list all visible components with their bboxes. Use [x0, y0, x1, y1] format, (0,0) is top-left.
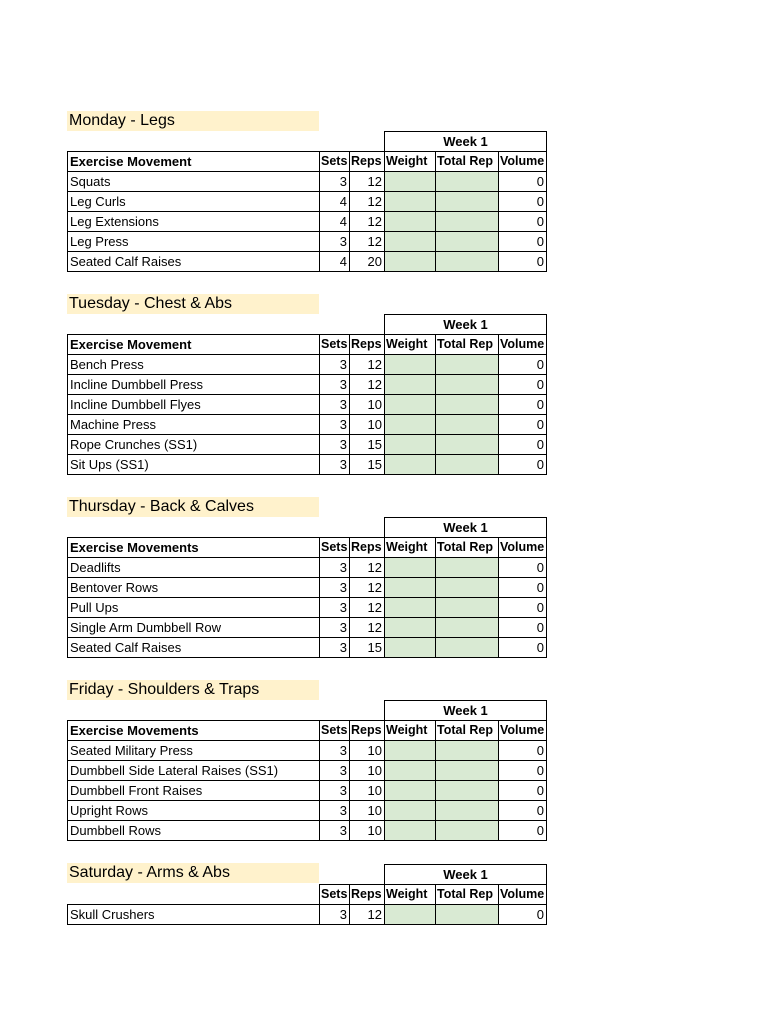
- total-reps-input-cell[interactable]: [436, 232, 499, 252]
- volume-cell[interactable]: 0: [499, 252, 547, 272]
- weight-header: Weight: [385, 538, 436, 558]
- exercise-name-cell[interactable]: Upright Rows: [68, 801, 320, 821]
- exercise-name-cell[interactable]: Leg Extensions: [68, 212, 320, 232]
- sets-cell[interactable]: 3: [320, 598, 350, 618]
- weight-input-cell[interactable]: [385, 252, 436, 272]
- volume-cell[interactable]: 0: [499, 821, 547, 841]
- reps-cell[interactable]: 10: [350, 821, 385, 841]
- table-row: [68, 415, 547, 435]
- volume-header: Volume: [499, 335, 547, 355]
- exercise-name-cell[interactable]: Deadlifts: [68, 558, 320, 578]
- reps-cell[interactable]: 15: [350, 455, 385, 475]
- total-reps-input-cell[interactable]: [436, 395, 499, 415]
- weight-input-cell[interactable]: [385, 435, 436, 455]
- exercise-name-cell[interactable]: Dumbbell Rows: [68, 821, 320, 841]
- volume-cell[interactable]: 0: [499, 455, 547, 475]
- sets-header: Sets: [320, 721, 350, 741]
- sets-cell[interactable]: 3: [320, 455, 350, 475]
- exercise-name-cell[interactable]: Seated Military Press: [68, 741, 320, 761]
- reps-header: Reps: [350, 152, 385, 172]
- reps-cell[interactable]: 20: [350, 252, 385, 272]
- total-reps-header: Total Rep: [436, 885, 499, 905]
- blank-cell: [68, 701, 385, 721]
- total-reps-header: Total Rep: [436, 335, 499, 355]
- reps-cell[interactable]: 12: [350, 355, 385, 375]
- exercise-table: [67, 517, 547, 658]
- week-header: Week 1: [385, 701, 547, 721]
- volume-cell[interactable]: 0: [499, 355, 547, 375]
- weight-input-cell[interactable]: [385, 741, 436, 761]
- sets-cell[interactable]: 3: [320, 905, 350, 925]
- blank-cell: [68, 518, 385, 538]
- exercise-name-cell[interactable]: Incline Dumbbell Flyes: [68, 395, 320, 415]
- exercise-name-cell[interactable]: Leg Press: [68, 232, 320, 252]
- total-reps-input-cell[interactable]: [436, 801, 499, 821]
- total-reps-input-cell[interactable]: [436, 212, 499, 232]
- reps-cell[interactable]: 12: [350, 578, 385, 598]
- sets-cell[interactable]: 3: [320, 761, 350, 781]
- table-row: [68, 741, 547, 761]
- week-header: Week 1: [385, 132, 547, 152]
- exercise-column-header: Exercise Movement: [68, 335, 320, 355]
- reps-cell[interactable]: 12: [350, 618, 385, 638]
- table-row: [68, 821, 547, 841]
- total-reps-input-cell[interactable]: [436, 192, 499, 212]
- table-row: [68, 578, 547, 598]
- volume-cell[interactable]: 0: [499, 435, 547, 455]
- exercise-name-cell[interactable]: Rope Crunches (SS1): [68, 435, 320, 455]
- total-reps-input-cell[interactable]: [436, 598, 499, 618]
- total-reps-input-cell[interactable]: [436, 761, 499, 781]
- weight-header: Weight: [385, 152, 436, 172]
- weight-input-cell[interactable]: [385, 558, 436, 578]
- reps-cell[interactable]: 10: [350, 741, 385, 761]
- volume-cell[interactable]: 0: [499, 638, 547, 658]
- weight-input-cell[interactable]: [385, 618, 436, 638]
- sets-cell[interactable]: 3: [320, 578, 350, 598]
- table-row: [68, 558, 547, 578]
- volume-cell[interactable]: 0: [499, 598, 547, 618]
- exercise-name-cell[interactable]: Seated Calf Raises: [68, 252, 320, 272]
- total-reps-input-cell[interactable]: [436, 455, 499, 475]
- volume-cell[interactable]: 0: [499, 212, 547, 232]
- table-row: [68, 435, 547, 455]
- total-reps-input-cell[interactable]: [436, 252, 499, 272]
- total-reps-input-cell[interactable]: [436, 578, 499, 598]
- sets-cell[interactable]: 3: [320, 172, 350, 192]
- volume-cell[interactable]: 0: [499, 618, 547, 638]
- volume-cell[interactable]: 0: [499, 761, 547, 781]
- sets-cell[interactable]: 4: [320, 192, 350, 212]
- sets-cell[interactable]: 3: [320, 781, 350, 801]
- reps-cell[interactable]: 12: [350, 232, 385, 252]
- sets-cell[interactable]: 3: [320, 232, 350, 252]
- weight-header: Weight: [385, 885, 436, 905]
- volume-cell[interactable]: 0: [499, 781, 547, 801]
- sets-cell[interactable]: 3: [320, 375, 350, 395]
- sets-cell[interactable]: 4: [320, 212, 350, 232]
- sets-header: Sets: [320, 152, 350, 172]
- weight-input-cell[interactable]: [385, 415, 436, 435]
- sets-cell[interactable]: 3: [320, 618, 350, 638]
- exercise-name-cell[interactable]: Pull Ups: [68, 598, 320, 618]
- sets-cell[interactable]: 3: [320, 741, 350, 761]
- exercise-name-cell[interactable]: Sit Ups (SS1): [68, 455, 320, 475]
- reps-cell[interactable]: 10: [350, 761, 385, 781]
- reps-cell[interactable]: 12: [350, 375, 385, 395]
- exercise-column-header: Exercise Movement: [68, 152, 320, 172]
- table-row: [68, 232, 547, 252]
- weight-input-cell[interactable]: [385, 905, 436, 925]
- reps-header: Reps: [350, 538, 385, 558]
- sets-cell[interactable]: 3: [320, 821, 350, 841]
- week-header: Week 1: [385, 315, 547, 335]
- exercise-name-cell[interactable]: Single Arm Dumbbell Row: [68, 618, 320, 638]
- total-reps-input-cell[interactable]: [436, 618, 499, 638]
- weight-input-cell[interactable]: [385, 172, 436, 192]
- weight-input-cell[interactable]: [385, 212, 436, 232]
- total-reps-header: Total Rep: [436, 721, 499, 741]
- total-reps-input-cell[interactable]: [436, 821, 499, 841]
- table-row: [68, 172, 547, 192]
- total-reps-input-cell[interactable]: [436, 741, 499, 761]
- total-reps-input-cell[interactable]: [436, 355, 499, 375]
- weight-input-cell[interactable]: [385, 578, 436, 598]
- reps-header: Reps: [350, 335, 385, 355]
- table-row: [68, 781, 547, 801]
- sets-cell[interactable]: 3: [320, 415, 350, 435]
- sets-header: Sets: [320, 538, 350, 558]
- table-row: [68, 192, 547, 212]
- weight-input-cell[interactable]: [385, 821, 436, 841]
- sets-cell[interactable]: 3: [320, 801, 350, 821]
- reps-cell[interactable]: 12: [350, 192, 385, 212]
- exercise-name-cell[interactable]: Bentover Rows: [68, 578, 320, 598]
- table-row: [68, 801, 547, 821]
- blank-cell: [68, 315, 385, 335]
- volume-cell[interactable]: 0: [499, 801, 547, 821]
- reps-cell[interactable]: 10: [350, 415, 385, 435]
- weight-input-cell[interactable]: [385, 598, 436, 618]
- table-row: [68, 905, 547, 925]
- table-row: [68, 618, 547, 638]
- exercise-table: [67, 700, 547, 841]
- table-row: [68, 355, 547, 375]
- weight-header: Weight: [385, 335, 436, 355]
- weight-input-cell[interactable]: [385, 761, 436, 781]
- volume-cell[interactable]: 0: [499, 558, 547, 578]
- volume-cell[interactable]: 0: [499, 741, 547, 761]
- blank-cell: [68, 865, 385, 885]
- reps-header: Reps: [350, 885, 385, 905]
- total-reps-input-cell[interactable]: [436, 415, 499, 435]
- reps-cell[interactable]: 10: [350, 395, 385, 415]
- exercise-name-cell[interactable]: Dumbbell Front Raises: [68, 781, 320, 801]
- weight-input-cell[interactable]: [385, 801, 436, 821]
- section-title: Thursday - Back & Calves: [67, 497, 319, 517]
- total-reps-input-cell[interactable]: [436, 435, 499, 455]
- sets-cell[interactable]: 3: [320, 638, 350, 658]
- reps-cell[interactable]: 15: [350, 638, 385, 658]
- week-header: Week 1: [385, 865, 547, 885]
- total-reps-input-cell[interactable]: [436, 558, 499, 578]
- reps-cell[interactable]: 12: [350, 172, 385, 192]
- exercise-name-cell[interactable]: Squats: [68, 172, 320, 192]
- weight-input-cell[interactable]: [385, 781, 436, 801]
- volume-cell[interactable]: 0: [499, 905, 547, 925]
- exercise-name-cell[interactable]: Machine Press: [68, 415, 320, 435]
- sets-cell[interactable]: 3: [320, 435, 350, 455]
- reps-cell[interactable]: 10: [350, 781, 385, 801]
- exercise-name-cell[interactable]: Dumbbell Side Lateral Raises (SS1): [68, 761, 320, 781]
- exercise-column-header: Exercise Movements: [68, 538, 320, 558]
- volume-header: Volume: [499, 152, 547, 172]
- weight-input-cell[interactable]: [385, 638, 436, 658]
- blank-cell: [68, 885, 320, 905]
- sets-cell[interactable]: 3: [320, 355, 350, 375]
- table-row: [68, 598, 547, 618]
- volume-cell[interactable]: 0: [499, 172, 547, 192]
- volume-cell[interactable]: 0: [499, 192, 547, 212]
- week-header: Week 1: [385, 518, 547, 538]
- section-title: Tuesday - Chest & Abs: [67, 294, 319, 314]
- table-row: [68, 252, 547, 272]
- weight-input-cell[interactable]: [385, 232, 436, 252]
- table-row: [68, 638, 547, 658]
- exercise-name-cell[interactable]: Incline Dumbbell Press: [68, 375, 320, 395]
- table-row: [68, 761, 547, 781]
- volume-cell[interactable]: 0: [499, 578, 547, 598]
- section-title: Monday - Legs: [67, 111, 319, 131]
- sets-header: Sets: [320, 335, 350, 355]
- volume-header: Volume: [499, 538, 547, 558]
- exercise-table: [67, 864, 547, 925]
- total-reps-input-cell[interactable]: [436, 905, 499, 925]
- total-reps-input-cell[interactable]: [436, 375, 499, 395]
- volume-header: Volume: [499, 721, 547, 741]
- exercise-name-cell[interactable]: Leg Curls: [68, 192, 320, 212]
- total-reps-header: Total Rep: [436, 152, 499, 172]
- exercise-table: [67, 131, 547, 272]
- exercise-table: [67, 314, 547, 475]
- sets-cell[interactable]: 4: [320, 252, 350, 272]
- exercise-column-header: Exercise Movements: [68, 721, 320, 741]
- reps-cell[interactable]: 12: [350, 212, 385, 232]
- weight-input-cell[interactable]: [385, 375, 436, 395]
- reps-cell[interactable]: 12: [350, 905, 385, 925]
- total-reps-input-cell[interactable]: [436, 172, 499, 192]
- table-row: [68, 395, 547, 415]
- exercise-name-cell[interactable]: Seated Calf Raises: [68, 638, 320, 658]
- table-row: [68, 375, 547, 395]
- table-row: [68, 212, 547, 232]
- reps-cell[interactable]: 15: [350, 435, 385, 455]
- reps-cell[interactable]: 10: [350, 801, 385, 821]
- exercise-name-cell[interactable]: Bench Press: [68, 355, 320, 375]
- weight-input-cell[interactable]: [385, 192, 436, 212]
- weight-input-cell[interactable]: [385, 355, 436, 375]
- reps-cell[interactable]: 12: [350, 598, 385, 618]
- total-reps-header: Total Rep: [436, 538, 499, 558]
- weight-input-cell[interactable]: [385, 395, 436, 415]
- reps-cell[interactable]: 12: [350, 558, 385, 578]
- sets-cell[interactable]: 3: [320, 558, 350, 578]
- volume-cell[interactable]: 0: [499, 415, 547, 435]
- volume-cell[interactable]: 0: [499, 375, 547, 395]
- table-row: [68, 455, 547, 475]
- weight-header: Weight: [385, 721, 436, 741]
- section-title: Saturday - Arms & Abs: [67, 863, 319, 883]
- volume-cell[interactable]: 0: [499, 232, 547, 252]
- total-reps-input-cell[interactable]: [436, 638, 499, 658]
- blank-cell: [68, 132, 385, 152]
- weight-input-cell[interactable]: [385, 455, 436, 475]
- volume-header: Volume: [499, 885, 547, 905]
- reps-header: Reps: [350, 721, 385, 741]
- section-title: Friday - Shoulders & Traps: [67, 680, 319, 700]
- sets-header: Sets: [320, 885, 350, 905]
- exercise-name-cell[interactable]: Skull Crushers: [68, 905, 320, 925]
- sets-cell[interactable]: 3: [320, 395, 350, 415]
- volume-cell[interactable]: 0: [499, 395, 547, 415]
- total-reps-input-cell[interactable]: [436, 781, 499, 801]
